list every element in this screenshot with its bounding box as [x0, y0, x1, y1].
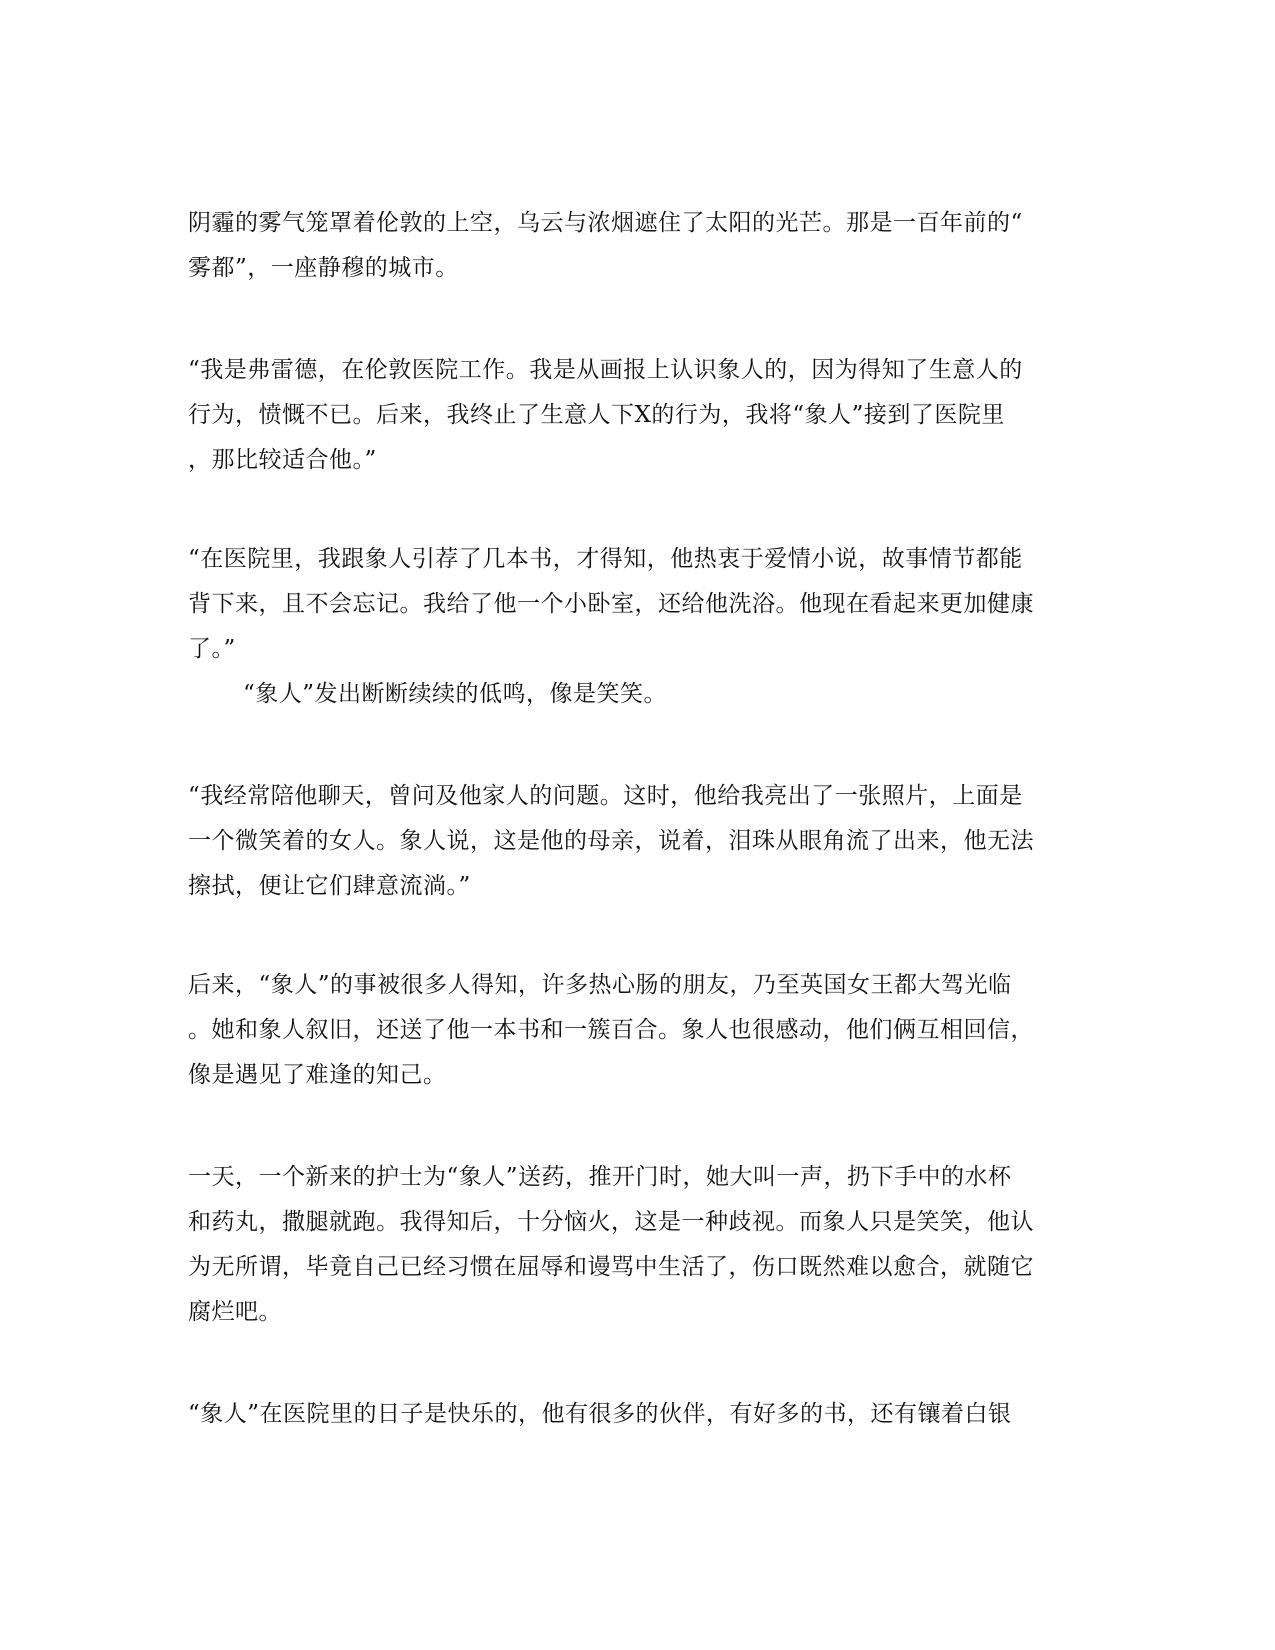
text-line: 擦拭，便让它们肆意流淌。” — [188, 873, 471, 899]
text-line: 雾都”，一座静穆的城市。 — [188, 255, 459, 281]
text-line: 阴霾的雾气笼罩着伦敦的上空，乌云与浓烟遮住了太阳的光芒。那是一百年前的“ — [188, 210, 1023, 236]
text-line: 后来，“象人”的事被很多人得知，许多热心肠的朋友，乃至英国女王都大驾光临 — [188, 972, 1012, 998]
text-line: 一个微笑着的女人。象人说，这是他的母亲，说着，泪珠从眼角流了出来，他无法 — [188, 828, 1034, 854]
text-line: 。她和象人叙旧，还送了他一本书和一簇百合。象人也很感动，他们俩互相回信， — [188, 1017, 1034, 1043]
text-line: “象人”在医院里的日子是快乐的，他有很多的伙伴，有好多的书，还有镶着白银 — [188, 1401, 1012, 1427]
text-line: “在医院里，我跟象人引荐了几本书，才得知，他热衷于爱情小说，故事情节都能 — [188, 546, 1023, 572]
text-line: 了。” — [188, 636, 236, 662]
text-line: ，那比较适合他。” — [188, 447, 377, 473]
text-line: 和药丸，撒腿就跑。我得知后，十分恼火，这是一种歧视。而象人只是笑笑，他认 — [188, 1209, 1034, 1235]
text-line: 一天，一个新来的护士为“象人”送药，推开门时，她大叫一声，扔下手中的水杯 — [188, 1164, 1012, 1190]
text-line: 为无所谓，毕竟自己已经习惯在屈辱和谩骂中生活了，伤口既然难以愈合，就随它 — [188, 1254, 1034, 1280]
text-line: 行为，愤慨不已。后来，我终止了生意人下X的行为，我将“象人”接到了医院里 — [188, 402, 1005, 428]
text-line: 腐烂吧。 — [188, 1299, 282, 1325]
text-line: 背下来，且不会忘记。我给了他一个小卧室，还给他洗浴。他现在看起来更加健康 — [188, 591, 1034, 617]
text-line: “我经常陪他聊天，曾问及他家人的问题。这时，他给我亮出了一张照片，上面是 — [188, 783, 1023, 809]
text-line: 像是遇见了难逢的知己。 — [188, 1062, 447, 1088]
text-line: “象人”发出断断续续的低鸣，像是笑笑。 — [243, 681, 668, 707]
text-line: “我是弗雷德，在伦敦医院工作。我是从画报上认识象人的，因为得知了生意人的 — [188, 357, 1023, 383]
